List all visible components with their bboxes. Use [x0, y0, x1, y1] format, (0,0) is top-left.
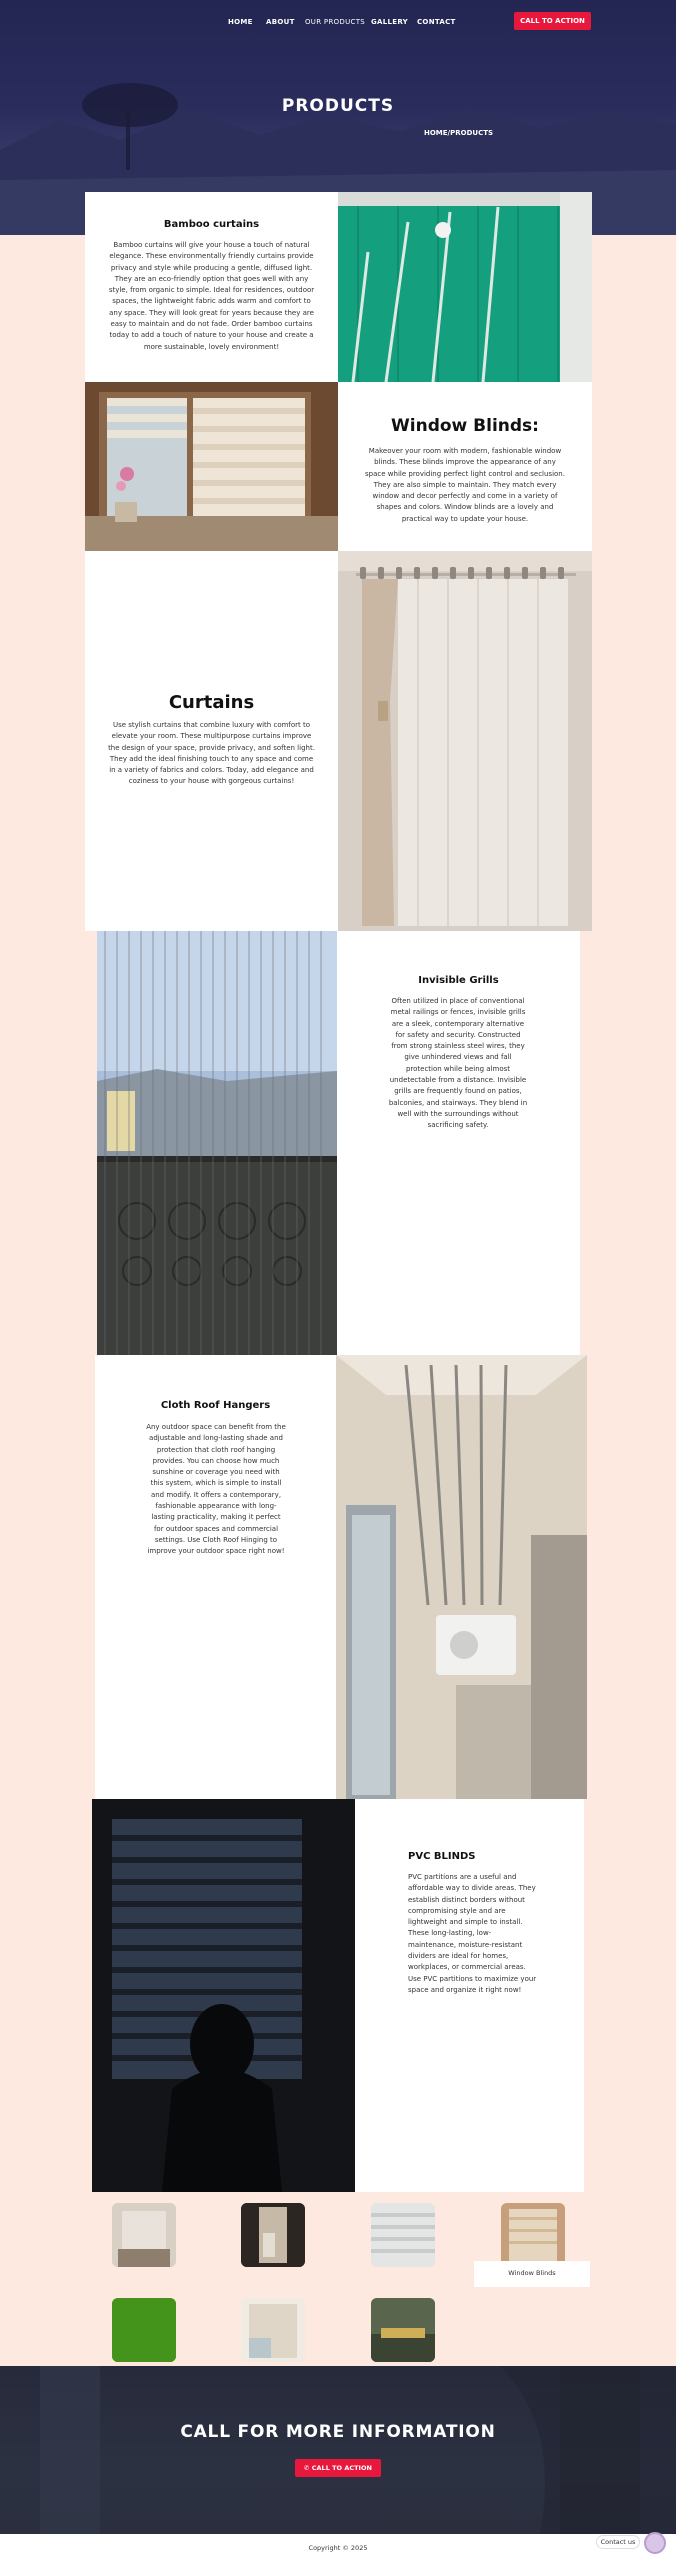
cloth-roof-hangers-title: Cloth Roof Hangers [160, 1400, 271, 1411]
nav-contact[interactable]: CONTACT [417, 18, 456, 26]
window-blinds-title: Window Blinds: [391, 416, 539, 436]
cloth-roof-hangers-text: Any outdoor space can benefit from the adjustable and long-lasting shade and protection that cloth roof hanging provides. You can choose how much sunshine or coverage you need with this system, which is simple to install and modify. It offers a contemporary, fashionable appearance with long-lasting practicality, making it perfect for outdoor spaces and commercial settings. Use Cloth Roof Hinging to improve your outdoor space right now! [146, 1423, 286, 1556]
breadcrumb[interactable]: HOME/PRODUCTS [424, 129, 494, 137]
gallery-thumb[interactable] [241, 2203, 305, 2267]
copyright: Copyright © 2025 [308, 2544, 368, 2552]
window-blinds-image [85, 382, 338, 551]
gallery-thumb[interactable] [112, 2203, 176, 2267]
gallery-thumb[interactable] [501, 2203, 565, 2267]
pvc-blinds-text: PVC partitions are a useful and affordable way to divide areas. They establish distinct borders without compromising style and are lightweight and simple to install. These long-lasting, low-maintenance, moisture-resistant dividers are ideal for homes, workplaces, or commercial areas. Use PVC partitions to maximize your space and organize it right now! [408, 1873, 537, 1994]
cta-title: CALL FOR MORE INFORMATION [180, 2422, 496, 2442]
bamboo-curtains-image [338, 192, 592, 382]
curtains-text: Use stylish curtains that combine luxury with comfort to elevate your room. These multipurpose curtains improve the design of your space, provide privacy, and soften light. They add the ideal finishing touch to any space and come in a variety of fabrics and colors. Today, add elegance and coziness to your house with gorgeous curtains! [108, 721, 315, 786]
cta-call-button-label: CALL TO ACTION [311, 2464, 372, 2472]
pvc-blinds-image [92, 1799, 355, 2192]
nav-home[interactable]: HOME [228, 18, 253, 26]
gallery-thumb[interactable] [371, 2298, 435, 2362]
invisible-grills-image [97, 931, 337, 1355]
gallery-thumb[interactable] [241, 2298, 305, 2362]
call-to-action-button[interactable]: CALL TO ACTION [514, 12, 591, 30]
nav-gallery[interactable]: GALLERY [371, 18, 409, 26]
gallery-thumb[interactable] [371, 2203, 435, 2267]
curtains-title: Curtains [168, 692, 255, 713]
invisible-grills-card [337, 931, 580, 1355]
cloth-roof-hangers-image [336, 1355, 587, 1799]
window-blinds-text: Makeover your room with modern, fashionable window blinds. These blinds improve the appearance of any space while providing perfect light control and seclusion. They are also simple to maintain. They match every window and decor perfectly and come in a variety of shapes and colors. Window blinds are a lovely and practical way to update your house. [365, 447, 565, 523]
bamboo-curtains-title: Bamboo curtains [163, 219, 260, 230]
invisible-grills-text: Often utilized in place of conventional metal railings or fences, invisible grills are a sleek, contemporary alternative for safety and security. Constructed from strong stainless steel wires, they give unhindered views and fall protection while being almost undetectable from a distance. Invisible grills are frequently found on patios, balconies, and stairways. They blend in well with the surroundings without sacrificing safety. [388, 997, 528, 1130]
page-title: PRODUCTS [281, 96, 395, 116]
cta-background [0, 2366, 676, 2534]
cta-call-button[interactable] [295, 2459, 381, 2477]
contact-us-button[interactable]: Contact us [596, 2535, 640, 2549]
bamboo-curtains-text: Bamboo curtains will give your house a touch of natural elegance. These environmentally friendly curtains provide privacy and style while producing a gentle, diffused light. They are an eco-friendly option that goes well with any style, from organic to simple. Ideal for residences, outdoor spaces, the lightweight fabric adds warm and comfort to any space. They will look great for years because they are easy to maintain and do not fade. Order bamboo curtains today to add a touch of nature to your house and create a more sustainable, lovely environment! [108, 241, 315, 351]
phone-icon: ✆ [304, 2464, 312, 2472]
gallery-thumb[interactable] [112, 2298, 176, 2362]
invisible-grills-title: Invisible Grills [418, 975, 499, 986]
gallery-caption: Window Blinds [508, 2269, 556, 2277]
nav-about[interactable]: ABOUT [266, 18, 295, 26]
curtains-image [338, 551, 592, 931]
nav-our-products[interactable]: OUR PRODUCTS [305, 18, 366, 26]
pvc-blinds-title: PVC BLINDS [408, 1851, 476, 1862]
chat-icon[interactable] [644, 2532, 666, 2554]
cta-section [0, 2366, 676, 2534]
